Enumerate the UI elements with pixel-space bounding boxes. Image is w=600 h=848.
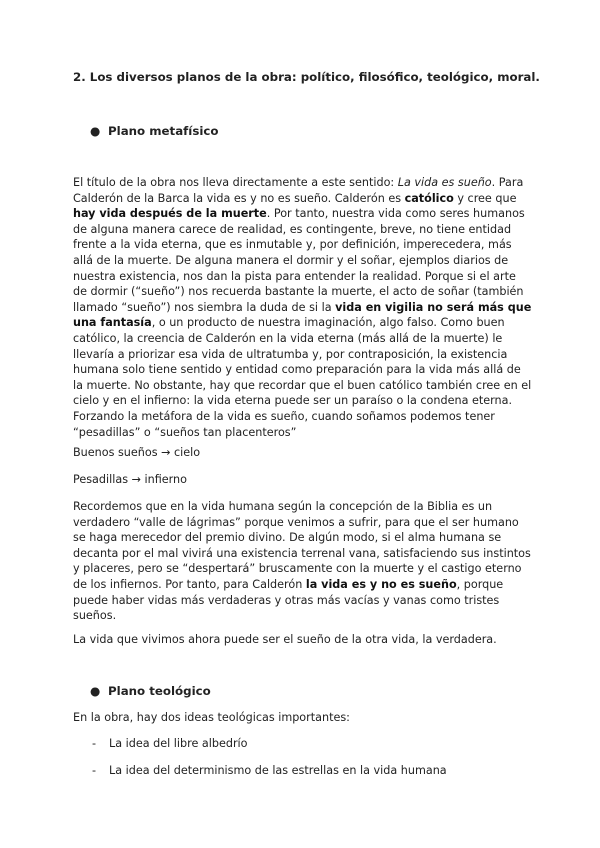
list-item [92,764,447,777]
paragraph-otra-vida: La vida que vivimos ahora puede ser el sueño de la otra vida, la verdadera. [73,633,497,646]
text-run: y cree que [453,191,517,205]
text-run: Recordemos que en la vida humana según la concepción de la Biblia es un verdadero “valle de lágrimas” porque venimos a sufrir, para que el ser humano se haga merecedor del premio divino. De algún modo, si el alma humana se decanta por el mal vivirá una existencia terrenal vana, satisfaciendo sus instintos y placeres, pero se “despertará” bruscamente con la muerte y el castigo eterno de los infiernos. Por tanto, para Calderón [73,500,531,591]
text-run: , o un producto de nuestra imaginación, algo falso. Como buen católico, la creencia de Calderón en la vida eterna (más allá de la muerte) le llevaría a priorizar esa vida de ultratumba y, por contraposición, la existencia humana solo tiene sentido y entidad como preparación para la vida más allá de la muerte. No obstante, hay que recordar que el buen católico también cree en el cielo y en el infierno: la vida eterna puede ser un paraíso o la condena eterna. Forzando la metáfora de la vida es sueño, cuando soñamos podemos tener “pesadillas” o “sueños tan placenteros” [73,316,532,439]
dash-marker: - [92,737,97,750]
section-heading: 2. Los diversos planos de la obra: político, filosófico, teológico, moral. [73,70,540,84]
bullet-icon: ● [90,684,101,698]
italic-title: La vida es sueño [397,176,492,189]
text-run: . Por tanto, nuestra vida como seres humanos de alguna manera carece de realidad, es contingente, breve, no tiene entidad frente a la vida eterna, que es inmutable y, por definición, imperecedera, más allá de la muerte. De alguna manera el dormir y el soñar, ejemplos diarios de nuestra existencia, nos dan la pista para entender la realidad. Porque si el arte de dormir (“sueño”) nos recuerda bastante la muerte, el acto de soñar (también llamado “sueño”) nos siembra la duda de si la [73,207,525,314]
bold-text: católico [404,191,454,205]
paragraph-valle-lagrimas [73,499,533,624]
bold-text: vida en vigilia no será más que una fantasía [73,300,532,330]
bullet-heading-label: Plano teológico [108,684,211,698]
list-item [92,737,248,750]
bullet-heading-teologico [90,684,211,698]
paragraph-metafisico [73,175,533,440]
bold-text: la vida es y no es sueño [305,577,457,591]
bullet-heading-label: Plano metafísico [108,124,219,138]
dash-marker: - [92,764,97,777]
bullet-heading-metafisico [90,124,219,138]
line-buenos-suenos: Buenos sueños → cielo [73,446,201,459]
text-run: , porque puede haber vidas más verdaderas y otras más vacías y vanas como tristes sueños. [73,577,504,623]
bullet-icon: ● [90,124,101,138]
paragraph-dos-ideas: En la obra, hay dos ideas teológicas importantes: [73,711,350,724]
bold-text: hay vida después de la muerte [73,207,267,221]
line-pesadillas: Pesadillas → infierno [73,473,187,486]
text-run: El título de la obra nos lleva directamente a este sentido: [73,176,398,189]
list-item-text: La idea del libre albedrío [109,737,248,750]
list-item-text: La idea del determinismo de las estrellas en la vida humana [109,764,447,777]
text-run: . Para Calderón de la Barca la vida es y no es sueño. Calderón es [73,176,524,205]
